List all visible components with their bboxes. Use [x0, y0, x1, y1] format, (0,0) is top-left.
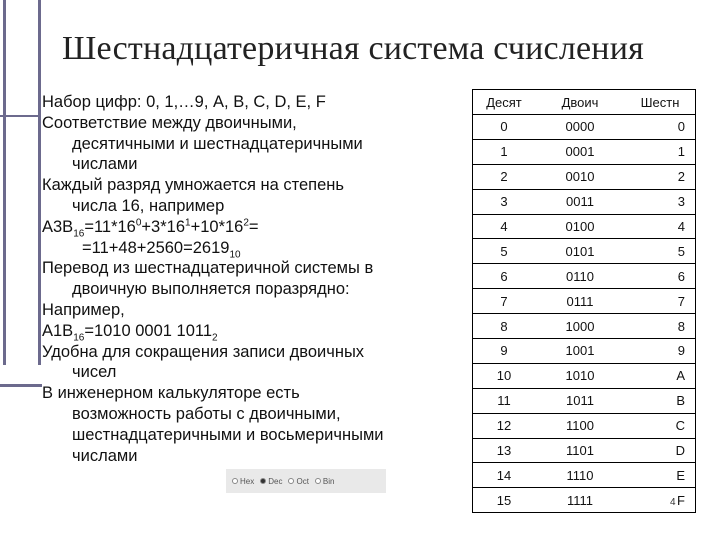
- table-row: [473, 140, 695, 165]
- formula-sub: 2: [212, 332, 218, 344]
- table-body: [473, 115, 695, 512]
- table-cell: 5: [677, 243, 685, 259]
- table-row: [473, 339, 695, 364]
- radio-dot-icon: [260, 478, 266, 484]
- table-cell: 1110: [566, 467, 594, 483]
- table-cell: 8: [500, 318, 508, 334]
- radio-bin[interactable]: [315, 477, 335, 486]
- table-row: [473, 264, 695, 289]
- table-cell: 0000: [565, 119, 595, 135]
- slide-left-decoration: [0, 0, 42, 540]
- radio-label: Bin: [322, 476, 335, 486]
- table-cell: 1000: [565, 318, 595, 334]
- body-line: возможность работы с двоичными,: [72, 404, 341, 423]
- table-cell: 7: [500, 293, 508, 309]
- table-row: [473, 190, 695, 215]
- table-cell: 5: [500, 243, 508, 259]
- table-row: [473, 165, 695, 190]
- formula-sub: 16: [73, 332, 85, 344]
- decor-stripe: [38, 0, 41, 365]
- formula-sub: 10: [229, 248, 241, 260]
- body-line: Например,: [42, 300, 125, 319]
- column-header: Двоич: [561, 94, 599, 110]
- formula-sup: 1: [185, 217, 191, 229]
- calculator-mode-strip: [226, 469, 386, 493]
- formula-line: [42, 238, 462, 259]
- table-row: [473, 215, 695, 240]
- table-cell: 0010: [565, 169, 595, 185]
- table-cell: 10: [496, 368, 512, 384]
- body-line: десятичными и шестнадцатеричными: [72, 134, 363, 153]
- table-row: [473, 314, 695, 339]
- formula-text: =: [248, 217, 259, 236]
- table-cell: 1: [677, 144, 685, 160]
- body-line: Соответствие между двоичными,: [42, 113, 297, 132]
- radio-label: Dec: [268, 476, 283, 486]
- formula-text: +3*16: [141, 217, 186, 236]
- formula-text: =1010 0001 1011: [84, 321, 213, 340]
- table-cell: E: [676, 467, 685, 483]
- formula-sup: 2: [243, 217, 249, 229]
- table-row: [473, 414, 695, 439]
- radio-label: Hex: [240, 476, 255, 486]
- table-cell: 6: [500, 268, 508, 284]
- radio-dot-icon: [232, 478, 238, 484]
- body-line: В инженерном калькуляторе есть: [42, 384, 300, 403]
- table-cell: 4: [677, 219, 685, 234]
- table-cell: 0001: [565, 144, 595, 160]
- table-cell: 12: [496, 418, 512, 434]
- column-header: Шестн: [640, 94, 680, 110]
- body-line: Набор цифр: 0, 1,…9, A, B, C, D, E, F: [42, 93, 326, 111]
- table-cell: 1101: [566, 443, 594, 459]
- table-cell: 6: [677, 268, 685, 284]
- table-cell: 7: [677, 293, 685, 309]
- table-row: [473, 389, 695, 414]
- table-row: [473, 289, 695, 314]
- table-row: [473, 439, 695, 464]
- table-cell: 0110: [566, 268, 594, 284]
- radio-dot-icon: [288, 478, 294, 484]
- decor-line: [0, 115, 40, 117]
- body-line: числа 16, например: [72, 196, 225, 215]
- table-cell: 15: [496, 492, 512, 508]
- decor-line: [0, 384, 42, 387]
- table-cell: 4: [500, 219, 508, 234]
- table-row: [473, 364, 695, 389]
- decor-stripe: [3, 0, 6, 365]
- table-row: [473, 488, 695, 512]
- table-cell: 1001: [565, 343, 595, 359]
- table-cell: 1111: [566, 492, 594, 508]
- radio-dot-icon: [315, 478, 321, 484]
- table-cell: 2: [500, 169, 508, 185]
- table-cell: B: [676, 393, 685, 409]
- table-cell: 11: [497, 393, 511, 409]
- table-cell: 1100: [566, 418, 594, 434]
- body-line: двоичную выполняется поразрядно:: [72, 280, 350, 299]
- table-cell: 13: [496, 443, 512, 459]
- page-number: 4: [670, 497, 676, 508]
- table-cell: 2: [677, 169, 685, 185]
- body-line: шестнадцатеричными и восьмеричными: [72, 425, 384, 444]
- table-cell: 0: [500, 119, 508, 135]
- formula-sup: 0: [135, 217, 142, 229]
- slide-body: [42, 92, 462, 466]
- table-cell: 3: [677, 194, 685, 210]
- table-cell: 9: [500, 343, 508, 359]
- table-cell: 1010: [565, 368, 595, 384]
- table-cell: 1011: [566, 393, 594, 409]
- table-cell: 0111: [566, 293, 594, 309]
- table-cell: 0100: [565, 219, 595, 234]
- table-row: [473, 463, 695, 488]
- table-header: [473, 90, 695, 115]
- body-line: числами: [72, 155, 138, 174]
- table-row: [473, 115, 695, 140]
- formula-text: A3B: [42, 217, 74, 236]
- radio-hex[interactable]: [232, 477, 254, 486]
- table-cell: D: [675, 443, 685, 459]
- body-line: числами: [72, 446, 138, 465]
- table-cell: 8: [677, 318, 685, 334]
- formula-line: [42, 217, 462, 238]
- formula-text: A1B: [42, 321, 74, 340]
- formula-text: +10*16: [190, 217, 244, 236]
- radio-oct[interactable]: [288, 477, 308, 486]
- body-line: Каждый разряд умножается на степень: [42, 176, 344, 195]
- table-cell: 9: [677, 343, 685, 359]
- table-cell: C: [675, 418, 685, 434]
- table-cell: A: [676, 368, 685, 384]
- table-cell: 1: [500, 144, 508, 160]
- formula-line: [42, 321, 462, 342]
- formula-sub: 16: [73, 228, 85, 240]
- body-line: чисел: [72, 363, 117, 382]
- table-cell: 0: [677, 119, 685, 135]
- formula-text: =11*16: [84, 217, 136, 236]
- body-line: Перевод из шестнадцатеричной системы в: [42, 259, 374, 278]
- table-cell: F: [677, 492, 685, 508]
- conversion-table: [472, 89, 696, 513]
- formula-text: =11+48+2560=2619: [82, 238, 230, 257]
- slide-title: Шестнадцатеричная система счисления: [62, 30, 644, 67]
- table-cell: 0011: [566, 194, 594, 210]
- radio-label: Oct: [296, 476, 309, 486]
- table-cell: 14: [496, 467, 512, 483]
- column-header: Десят: [486, 94, 522, 110]
- radio-dec[interactable]: [260, 477, 282, 486]
- table-row: [473, 239, 695, 264]
- table-cell: 3: [500, 194, 508, 210]
- table-cell: 0101: [565, 243, 595, 259]
- body-line: Удобна для сокращения записи двоичных: [42, 342, 365, 361]
